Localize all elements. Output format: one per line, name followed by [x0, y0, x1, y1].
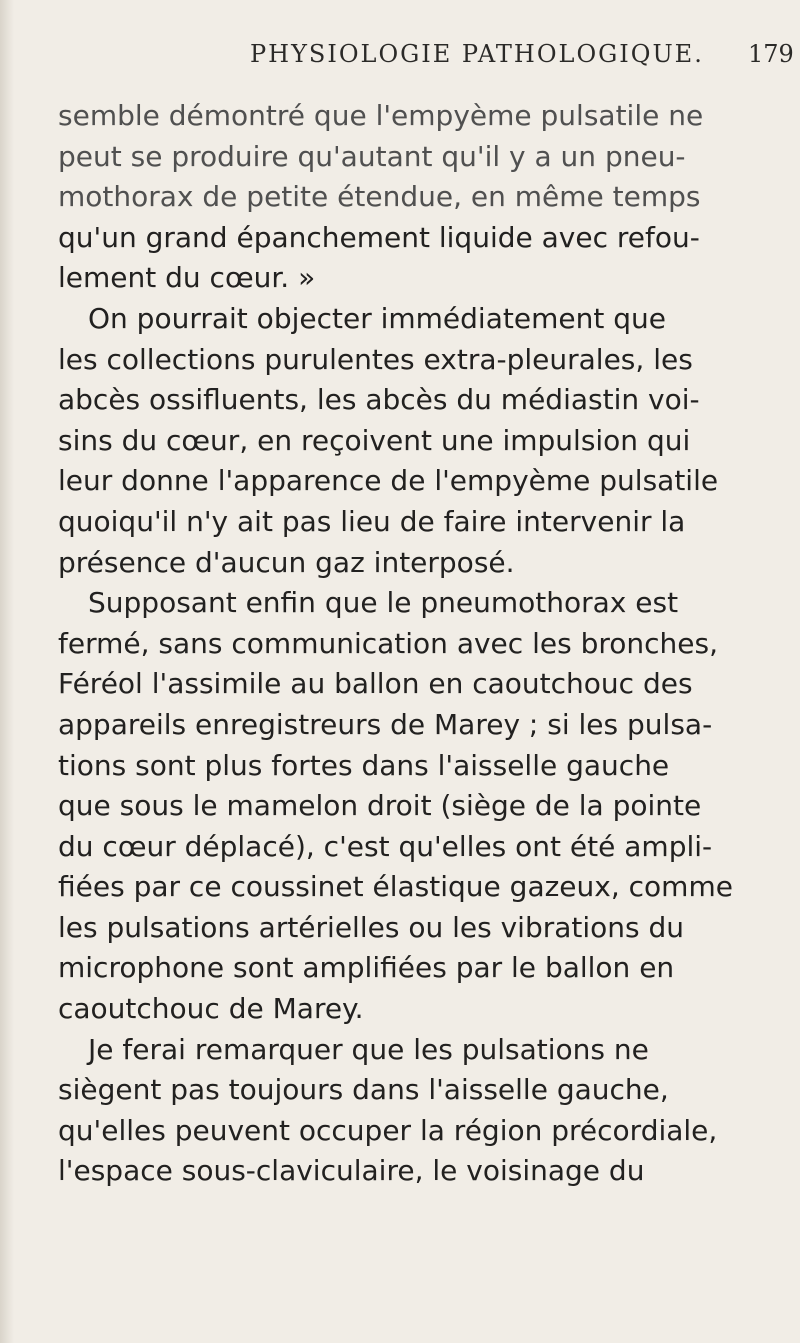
- running-header: [0, 40, 800, 80]
- text-line: abcès ossifluents, les abcès du médiastin voi-: [58, 383, 700, 417]
- text-line: semble démontré que l'empyème pulsatile ne: [58, 99, 704, 132]
- paragraph-start-line: Supposant enfin que le pneumothorax est: [88, 586, 679, 620]
- text-line: que sous le mamelon droit (siège de la pointe: [58, 789, 702, 823]
- text-line: les collections purulentes extra-pleurales, les: [58, 342, 693, 376]
- text-line: caoutchouc de Marey.: [58, 992, 364, 1026]
- text-line: tions sont plus fortes dans l'aisselle gauche: [58, 748, 670, 782]
- text-line: présence d'aucun gaz interposé.: [58, 545, 515, 579]
- text-line: les pulsations artérielles ou les vibrations du: [58, 910, 685, 944]
- text-line: lement du cœur. »: [58, 261, 316, 295]
- text-line: qu'un grand épanchement liquide avec refou-: [58, 220, 700, 254]
- text-line: siègent pas toujours dans l'aisselle gauche,: [58, 1073, 669, 1107]
- page-number: 179: [748, 40, 794, 68]
- text-line: qu'elles peuvent occuper la région précordiale,: [58, 1113, 718, 1147]
- text-line: fiées par ce coussinet élastique gazeux, comme: [58, 870, 733, 904]
- text-line: appareils enregistreurs de Marey ; si les pulsa-: [58, 707, 713, 741]
- running-title: PHYSIOLOGIE PATHOLOGIQUE.: [250, 40, 704, 68]
- text-line: microphone sont amplifiées par le ballon en: [58, 951, 675, 985]
- body-text: [58, 96, 768, 1192]
- paragraph-start-line: On pourrait objecter immédiatement que: [88, 301, 666, 335]
- text-line: sins du cœur, en reçoivent une impulsion qui: [58, 423, 691, 457]
- text-line: peut se produire qu'autant qu'il y a un pneu-: [58, 139, 686, 173]
- text-line: Féréol l'assimile au ballon en caoutchouc des: [58, 667, 693, 701]
- text-line: fermé, sans communication avec les bronches,: [58, 626, 718, 660]
- text-line: leur donne l'apparence de l'empyème pulsatile: [58, 464, 719, 498]
- binding-shadow: [0, 0, 14, 1343]
- paragraph-start-line: Je ferai remarquer que les pulsations ne: [88, 1032, 649, 1066]
- text-line: l'espace sous-claviculaire, le voisinage du: [58, 1154, 645, 1188]
- text-line: mothorax de petite étendue, en même temps: [58, 180, 701, 214]
- text-line: du cœur déplacé), c'est qu'elles ont été ampli-: [58, 829, 713, 863]
- text-line: quoiqu'il n'y ait pas lieu de faire intervenir la: [58, 504, 686, 538]
